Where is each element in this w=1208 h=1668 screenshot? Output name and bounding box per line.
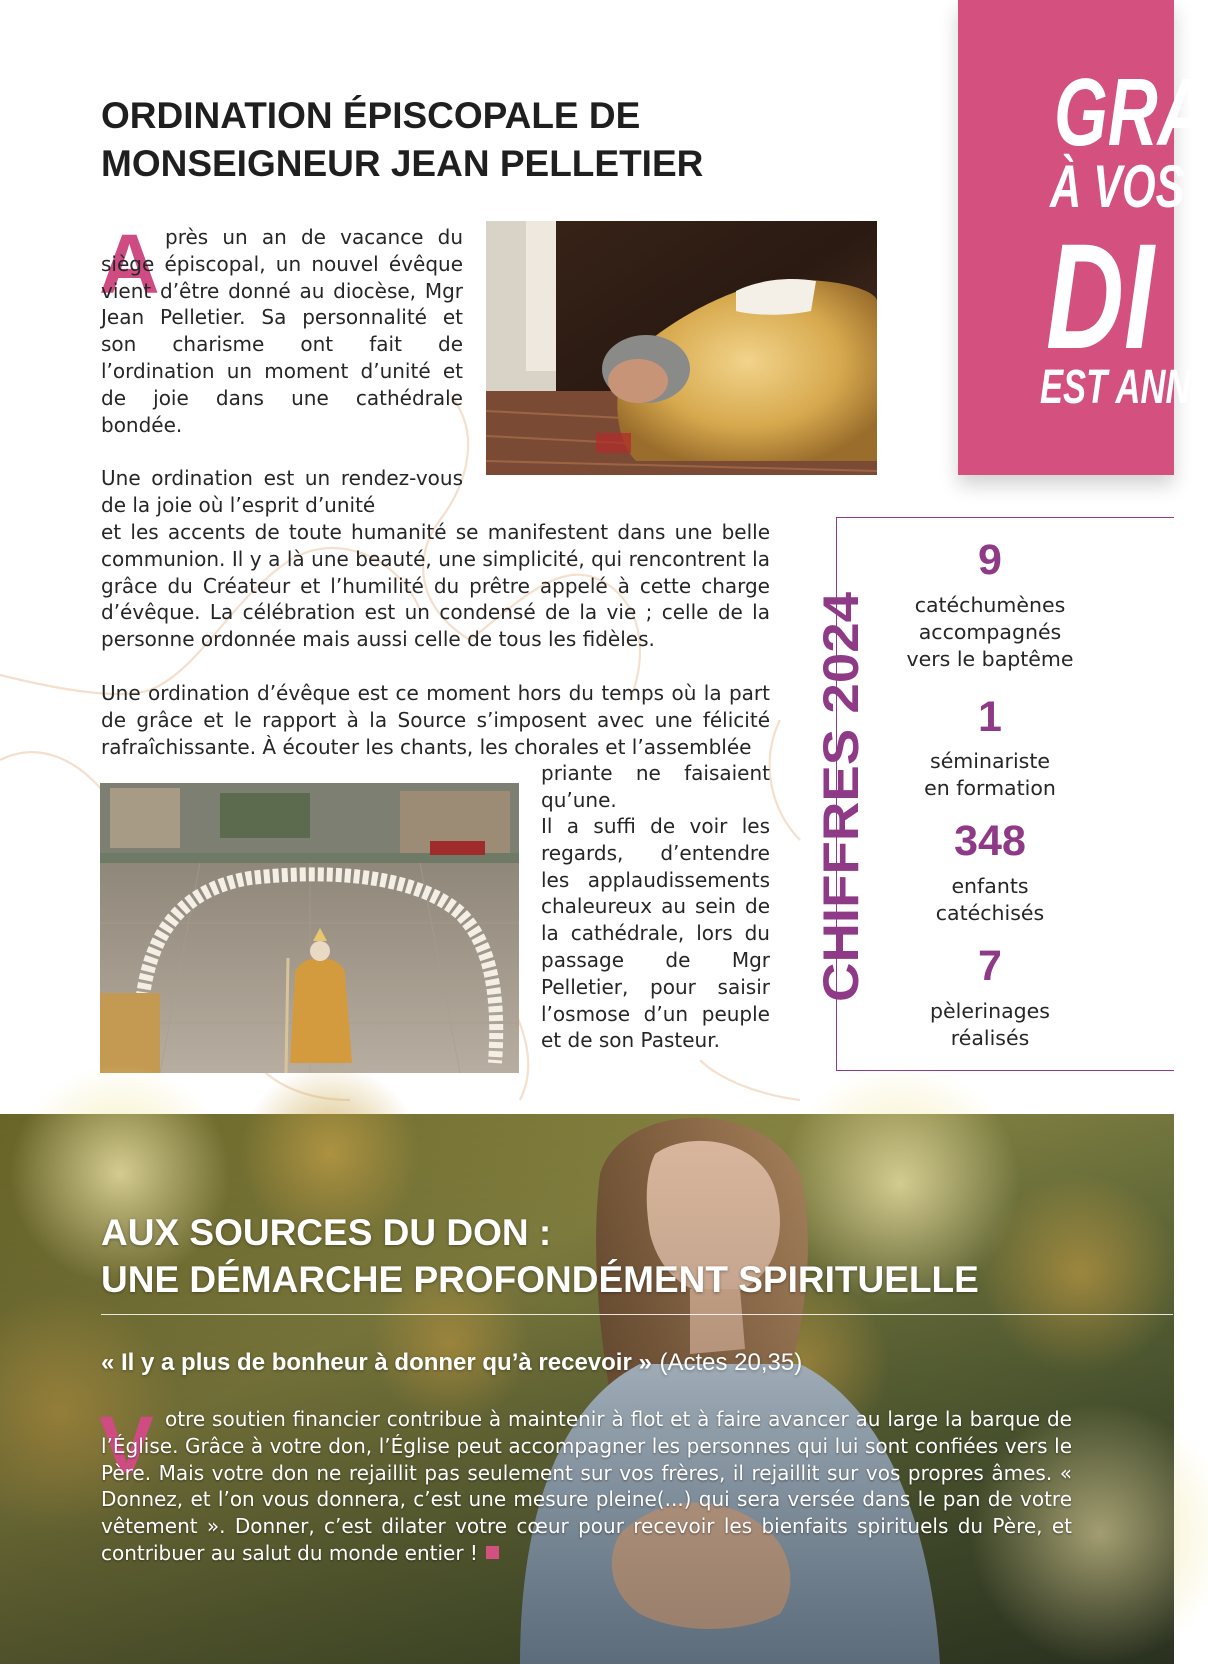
section-divider [101,1314,1173,1315]
stat-value-catechumens: 9 [978,536,1002,584]
banner-line-1: GRA [1054,59,1208,166]
stat-label-seminarist-line-2: en formation [924,775,1056,800]
article-dropcap: A [99,217,160,311]
don-paragraph-text: otre soutien financier contribue à maintenir à flot et à faire avancer au large la barque de l’Église. Grâce à votre don, l’Église peut accompagner les personnes qui lui sont confiées vers le Père. Mais votre don ne rejaillit pas seulement sur vos frères, il rejaillit sur vos propres âmes. « Donnez, et l’on vous donnera, c’est une mesure pleine(...) qui sera versée dans le pan de votre vêtement ». Donner, c’est dilater votre cœur pour recevoir les bienfaits spirituels du Père, et contribuer au salut du monde entier ! [101,1407,1072,1565]
article-paragraph-1-text: près un an de vacance du siège épiscopal, un nouvel évêque vient d’être donné au diocèse, Mgr Jean Pelletier. Sa personnalité et son charisme ont fait de l’ordination un moment d’unité et de joie dans une cathédrale bondée. [101,225,463,437]
article-title-line-1: ORDINATION ÉPISCOPALE DE [101,95,641,136]
don-paragraph [99,1400,1072,1567]
stat-label-seminarist [880,748,1100,802]
donation-campaign-banner [958,0,1208,475]
stat-value-children: 348 [954,817,1026,865]
banner-line-3: DI [1046,212,1154,380]
stat-value-pilgrimages: 7 [978,942,1002,990]
stat-label-children-line-1: enfants [951,874,1029,898]
article-paragraph-3a-text: Une ordination d’évêque est ce moment hors du temps où la part de grâce et le rapport à la Source s’imposent avec une félicité rafraîchissante. À écouter les chants, les chorales et l’assemblée [101,681,770,759]
don-quote [101,1346,1101,1379]
don-title-line-1: AUX SOURCES DU DON : [101,1212,552,1253]
photo-woman-praying-background [0,1114,1174,1664]
photo-cathedral-square [100,783,519,1073]
article-paragraph-2b-text: et les accents de toute humanité se manifestent dans une belle communion. Il y a là une beauté, une simplicité, qui rencontrent la grâce du Créateur et l’humilité du prêtre appelé à cette charge d’évêque. La célébration est un condensé de la vie ; celle de la personne ordonnée mais aussi celle de tous les fidèles. [101,520,770,652]
article-title-line-2: MONSEIGNEUR JEAN PELLETIER [101,143,704,184]
stat-label-children [880,873,1100,927]
stat-label-pilgrimages [880,998,1100,1052]
article-paragraph-4-text: Il a suffi de voir les regards, d’entendre les applaudissements chaleureux au sein de la cathédrale, lors du passage de Mgr Pelletier, pour saisir l’osmose d’un peuple et de son Pasteur. [541,814,770,1053]
article-paragraph-2a-text: Une ordination est un rendez-vous de la joie où l’esprit d’unité [101,466,463,517]
article-title [101,92,821,188]
stat-label-seminarist-line-1: séminariste [930,749,1050,773]
stat-value-seminarist: 1 [978,693,1002,741]
photo-bishop-prostration [486,221,877,475]
stat-label-catechumens-line-3: vers le baptême [906,646,1074,671]
stat-label-catechumens-line-1: catéchumènes [914,593,1066,617]
end-mark-square [486,1546,499,1559]
article-paragraph-3b-text: priante ne faisaient qu’une. [541,761,770,812]
banner-line-2: À VOS [1050,153,1185,220]
stat-label-catechumens [880,592,1100,672]
banner-line-4: EST ANN [1040,361,1191,414]
article-paragraph-3b [541,760,770,814]
article-paragraph-2b [101,519,770,653]
stat-label-pilgrimages-line-1: pèlerinages [930,999,1050,1023]
article-paragraph-1 [99,217,463,438]
stats-heading-text: CHIFFRES 2024 [813,626,869,1002]
article-paragraph-3a [101,680,770,760]
stat-label-pilgrimages-line-2: réalisés [950,1025,1030,1050]
don-title-line-2: UNE DÉMARCHE PROFONDÉMENT SPIRITUELLE [101,1259,979,1300]
article-paragraph-2a [101,465,463,519]
article-paragraph-4 [541,813,770,1054]
stat-label-catechumens-line-2: accompagnés [918,619,1062,644]
don-quote-reference: (Actes 20,35) [659,1349,803,1376]
don-dropcap: V [99,1400,154,1491]
don-quote-text: « Il y a plus de bonheur à donner qu’à recevoir » [101,1349,652,1376]
stat-label-children-line-2: catéchisés [935,900,1045,925]
don-section-title [101,1209,1101,1303]
stats-heading [800,590,880,1010]
